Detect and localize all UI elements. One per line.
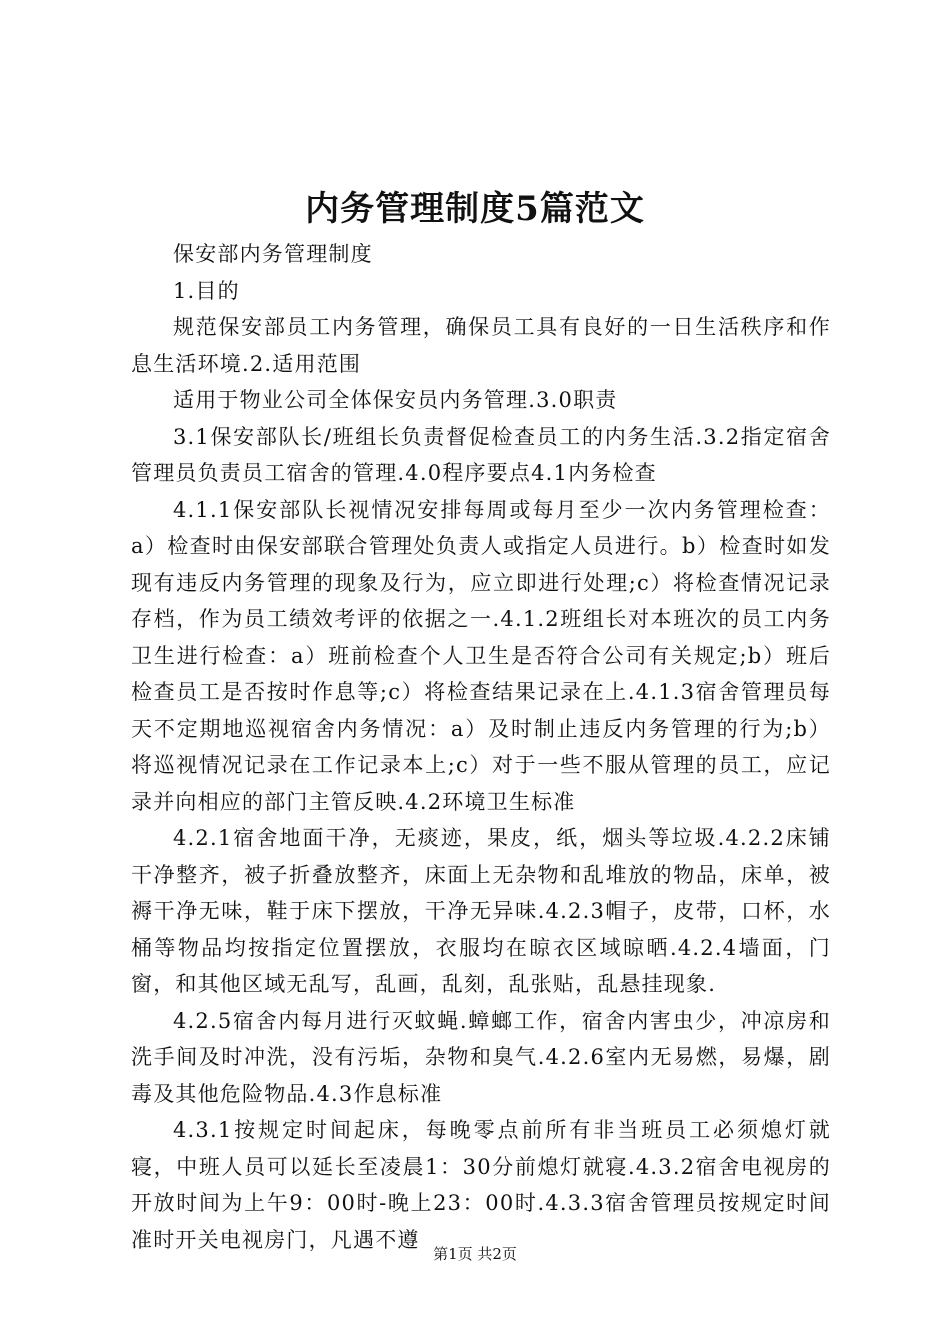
paragraph-inspection: 4.1.1保安部队长视情况安排每周或每月至少一次内务管理检查：a）检查时由保安部联合管理处负责人或指定人员进行。b）检查时如发现有违反内务管理的现象及行为，应立即进行处理;c）将检查情况记录存档，作为员工绩效考评的依据之一.4.1.2班组长对本班次的员工内务卫生进行检查：a）班前检查个人卫生是否符合公司有关规定;b）班后检查员工是否按时作息等;c）将检查结果记录在上.4.1.3宿舍管理员每天不定期地巡视宿舍内务情况：a）及时制止违反内务管理的行为;b）将巡视情况记录在工作记录本上;c）对于一些不服从管理的员工，应记录并向相应的部门主管反映.4.2环境卫生标准 — [131, 497, 831, 814]
paragraph-hygiene: 4.2.1宿舍地面干净，无痰迹，果皮，纸，烟头等垃圾.4.2.2床铺干净整齐，被子折叠放整齐，床面上无杂物和乱堆放的物品，床单，被褥干净无味，鞋于床下摆放，干净无异味.4.2.3帽子，皮带，口杯，水桶等物品均按指定位置摆放，衣服均在晾衣区域晾晒.4.2.4墙面，门窗，和其他区域无乱写，乱画，乱刻，乱张贴，乱悬挂现象. — [131, 826, 831, 996]
page-footer: 第1页 共2页 — [433, 1245, 517, 1263]
paragraph-scope: 适用于物业公司全体保安员内务管理.3.0职责 — [173, 388, 618, 412]
paragraph-schedule: 4.3.1按规定时间起床，每晚零点前所有非当班员工必须熄灯就寝，中班人员可以延长至凌晨1：30分前熄灯就寝.4.3.2宿舍电视房的开放时间为上午9：00时-晚上23：00时.4.3.3宿舍管理员按规定时间准时开关电视房门，凡遇不遵 — [131, 1118, 831, 1252]
paragraph-purpose-text: 规范保安部员工内务管理，确保员工具有良好的一日生活秩序和作息生活环境.2.适用范围 — [131, 315, 831, 376]
document-title: 内务管理制度5篇范文 — [305, 189, 645, 229]
paragraph-heading: 保安部内务管理制度 — [173, 242, 373, 266]
paragraph-pest-control: 4.2.5宿舍内每月进行灭蚊蝇.蟑螂工作，宿舍内害虫少，冲凉房和洗手间及时冲洗，没有污垢，杂物和臭气.4.2.6室内无易燃，易爆，剧毒及其他危险物品.4.3作息标准 — [131, 1008, 831, 1106]
paragraph-duties: 3.1保安部队长/班组长负责督促检查员工的内务生活.3.2指定宿舍管理员负责员工宿舍的管理.4.0程序要点4.1内务检查 — [131, 424, 831, 485]
paragraph-purpose: 1.目的 — [173, 278, 240, 303]
document-body — [131, 236, 831, 1258]
